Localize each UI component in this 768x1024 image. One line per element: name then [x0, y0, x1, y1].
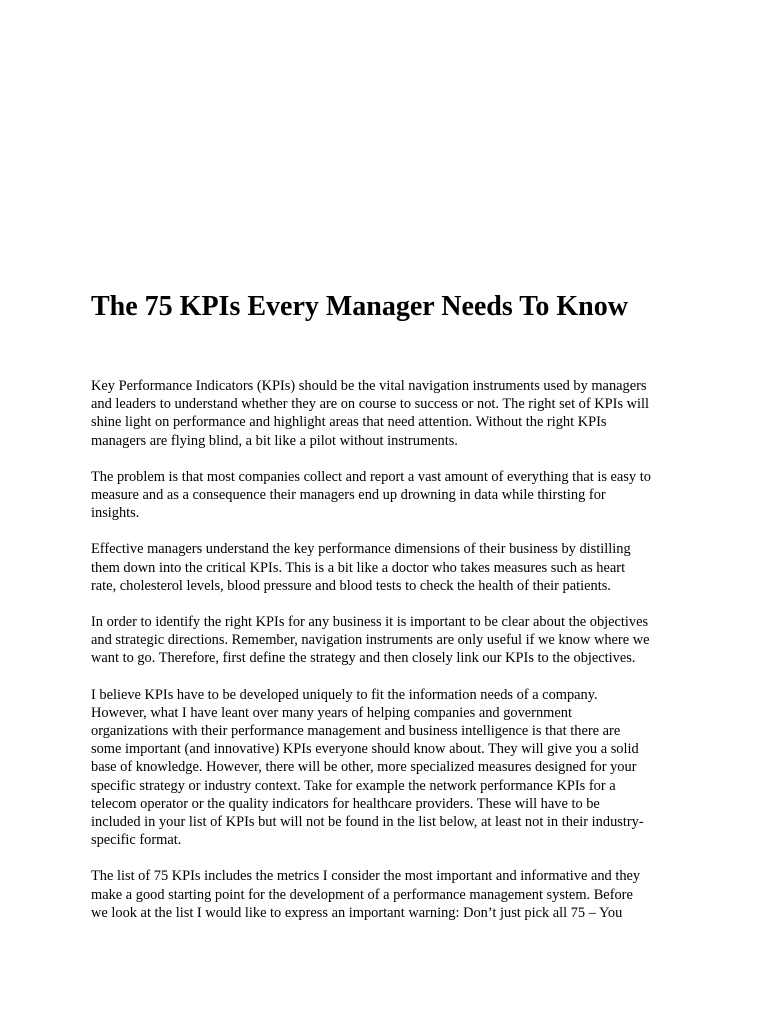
text-line: The list of 75 KPIs includes the metrics I consider the most important and informative and they [91, 868, 641, 885]
text-line: rate, cholesterol levels, blood pressure and blood tests to check the health of their patients. [91, 577, 611, 594]
text-line: want to go. Therefore, first define the strategy and then closely link our KPIs to the objectives. [91, 650, 636, 667]
text-line: I believe KPIs have to be developed uniquely to fit the information needs of a company. [91, 686, 598, 703]
text-line: Effective managers understand the key performance dimensions of their business by distilling [91, 541, 631, 558]
paragraph-intro [91, 377, 691, 450]
paragraph-identify-kpis [91, 613, 691, 668]
text-line: insights. [91, 505, 140, 522]
text-line: them down into the critical KPIs. This is a bit like a doctor who takes measures such as heart [91, 559, 626, 576]
text-line: shine light on performance and highlight areas that need attention. Without the right KPIs [91, 414, 607, 431]
text-line: included in your list of KPIs but will not be found in the list below, at least not in their industry- [91, 814, 644, 831]
text-line: However, what I have leant over many years of helping companies and government [91, 704, 572, 721]
paragraph-kpi-list [91, 867, 691, 922]
text-line: we look at the list I would like to express an important warning: Don’t just pick all 75 – You [91, 904, 623, 921]
text-line: Key Performance Indicators (KPIs) should be the vital navigation instruments used by managers [91, 378, 647, 394]
text-line: In order to identify the right KPIs for any business it is important to be clear about the objectives [91, 614, 649, 631]
text-line: and strategic directions. Remember, navigation instruments are only useful if we know where we [91, 632, 650, 649]
document-body [91, 377, 691, 940]
text-line: specific format. [91, 832, 182, 849]
text-line: telecom operator or the quality indicators for healthcare providers. These will have to be [91, 795, 600, 812]
text-line: managers are flying blind, a bit like a pilot without instruments. [91, 432, 458, 449]
text-line: some important (and innovative) KPIs everyone should know about. They will give you a solid [91, 741, 639, 758]
text-line: measure and as a consequence their managers end up drowning in data while thirsting for [91, 487, 606, 504]
text-line: and leaders to understand whether they are on course to success or not. The right set of KPIs will [91, 396, 650, 413]
text-line: organizations with their performance management and business intelligence is that there are [91, 723, 621, 740]
text-line: specific strategy or industry context. Take for example the network performance KPIs for a [91, 777, 616, 794]
text-line: base of knowledge. However, there will be other, more specialized measures designed for your [91, 759, 637, 776]
text-line: make a good starting point for the development of a performance management system. Before [91, 886, 633, 903]
paragraph-problem [91, 468, 691, 523]
document-title: The 75 KPIs Every Manager Needs To Know [91, 291, 628, 322]
paragraph-effective-managers [91, 540, 691, 595]
text-line: The problem is that most companies collect and report a vast amount of everything that is easy to [91, 468, 651, 485]
paragraph-unique-kpis [91, 686, 691, 850]
